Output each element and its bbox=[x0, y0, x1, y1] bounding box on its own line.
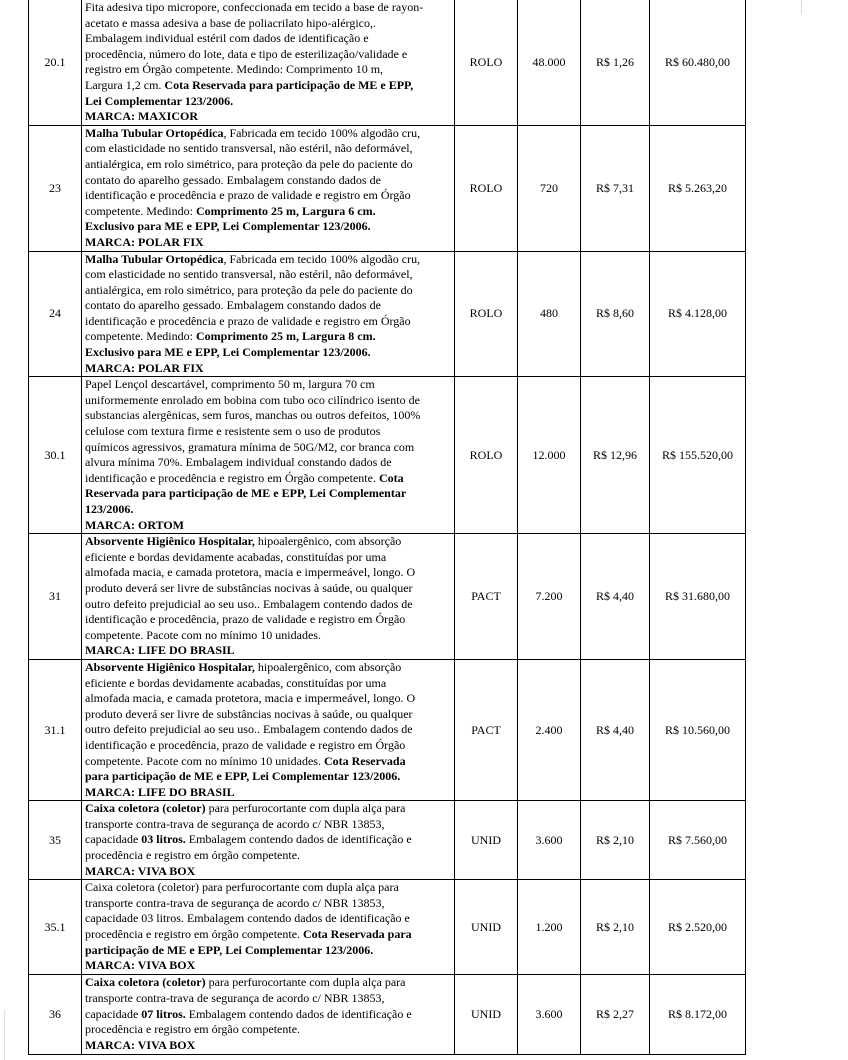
description-line bbox=[85, 424, 451, 440]
description-line bbox=[85, 393, 451, 409]
description-line bbox=[85, 722, 451, 738]
description-line bbox=[85, 283, 451, 299]
table-row bbox=[29, 534, 746, 660]
description-text: alvura mínima 70%. Embalagem individual constando dados de bbox=[85, 455, 392, 470]
description-line bbox=[85, 440, 451, 456]
description-line bbox=[85, 534, 451, 550]
item-total-price: R$ 8.172,00 bbox=[650, 974, 746, 1054]
description-text-bold: para participação de ME e EPP, Lei Complementar 123/2006. bbox=[85, 769, 401, 784]
table-row bbox=[29, 974, 746, 1054]
item-description bbox=[82, 377, 455, 534]
description-line bbox=[85, 801, 451, 817]
item-quantity: 3.600 bbox=[518, 974, 581, 1054]
item-quantity: 7.200 bbox=[518, 534, 581, 660]
item-unit-price: R$ 2,27 bbox=[581, 974, 650, 1054]
description-text: antialérgica, em rolo simétrico, para proteção da pele do paciente do bbox=[85, 282, 413, 297]
description-text: capacidade bbox=[85, 1006, 142, 1021]
description-text: transporte contra-trava de segurança de acordo c/ NBR 13853, bbox=[85, 816, 385, 831]
description-line bbox=[85, 78, 451, 94]
item-description bbox=[82, 880, 455, 975]
description-line bbox=[85, 471, 451, 487]
description-line bbox=[85, 896, 451, 912]
description-text: transporte contra-trava de segurança de acordo c/ NBR 13853, bbox=[85, 990, 385, 1005]
description-text: almofada macia, e camada protetora, macia e impermeável, longo. O bbox=[85, 565, 416, 580]
description-line bbox=[85, 204, 451, 220]
items-table bbox=[28, 0, 746, 1055]
item-unit-price: R$ 1,26 bbox=[581, 0, 650, 125]
description-text-bold: Absorvente Higiênico Hospitalar, bbox=[85, 534, 255, 549]
description-line bbox=[85, 911, 451, 927]
description-line bbox=[85, 991, 451, 1007]
item-description bbox=[82, 534, 455, 660]
item-description bbox=[82, 125, 455, 251]
item-number: 30.1 bbox=[29, 377, 82, 534]
item-quantity: 12.000 bbox=[518, 377, 581, 534]
item-unit: UNID bbox=[455, 801, 518, 880]
description-text-bold: MARCA: VIVA BOX bbox=[85, 1037, 196, 1052]
description-text: transporte contra-trava de segurança de acordo c/ NBR 13853, bbox=[85, 895, 385, 910]
item-number: 36 bbox=[29, 974, 82, 1054]
description-text: identificação e procedência, prazo de validade e registro em Órgão bbox=[85, 612, 406, 627]
item-total-price: R$ 4.128,00 bbox=[650, 251, 746, 377]
description-text-bold: MARCA: ORTOM bbox=[85, 517, 185, 532]
description-line bbox=[85, 612, 451, 628]
item-unit-price: R$ 2,10 bbox=[581, 801, 650, 880]
description-text: capacidade 03 litros. Embalagem contendo dados de identificação e bbox=[85, 911, 410, 926]
description-line bbox=[85, 141, 451, 157]
description-line bbox=[85, 628, 451, 644]
description-text-bold: 07 litros. bbox=[141, 1006, 186, 1021]
description-text: capacidade bbox=[85, 832, 142, 847]
description-text-bold: Cota bbox=[378, 470, 404, 485]
item-unit: PACT bbox=[455, 659, 518, 800]
description-text-bold: Absorvente Higiênico Hospitalar, bbox=[85, 659, 255, 674]
description-text-bold: Cota Reservada para participação de ME e EPP, bbox=[164, 77, 414, 92]
page-edge-mark bbox=[801, 0, 802, 14]
item-number: 35.1 bbox=[29, 880, 82, 975]
table-row bbox=[29, 880, 746, 975]
description-line bbox=[85, 219, 451, 235]
item-total-price: R$ 7.560,00 bbox=[650, 801, 746, 880]
item-total-price: R$ 60.480,00 bbox=[650, 0, 746, 125]
description-text: identificação e procedência e prazo de validade e registro em Órgão bbox=[85, 188, 411, 203]
item-quantity: 2.400 bbox=[518, 659, 581, 800]
description-text: competente. Medindo: bbox=[85, 203, 196, 218]
description-text: outro defeito prejudicial ao seu uso.. Embalagem contendo dados de bbox=[85, 722, 413, 737]
description-text-bold: Reservada para participação de ME e EPP, Lei Complementar bbox=[85, 486, 407, 501]
description-line bbox=[85, 1038, 451, 1054]
item-description bbox=[82, 659, 455, 800]
description-line bbox=[85, 361, 451, 377]
description-text-bold: Exclusivo para ME e EPP, Lei Complementar 123/2006. bbox=[85, 219, 371, 234]
description-text: para perfurocortante com dupla alça para bbox=[205, 975, 406, 990]
description-line bbox=[85, 408, 451, 424]
item-quantity: 480 bbox=[518, 251, 581, 377]
description-text: químicos agressivos, gramatura mínima de 50G/M2, cor branca com bbox=[85, 439, 415, 454]
description-line bbox=[85, 518, 451, 534]
description-line bbox=[85, 769, 451, 785]
description-text: hipoalergênico, com absorção bbox=[254, 659, 402, 674]
description-line bbox=[85, 958, 451, 974]
item-unit: UNID bbox=[455, 880, 518, 975]
description-line bbox=[85, 126, 451, 142]
description-text: procedência e registro em órgão competente. bbox=[85, 927, 304, 942]
description-line bbox=[85, 880, 451, 896]
description-text: Papel Lençol descartável, comprimento 50 m, largura 70 cm bbox=[85, 377, 375, 392]
description-line bbox=[85, 298, 451, 314]
item-unit-price: R$ 4,40 bbox=[581, 659, 650, 800]
item-unit-price: R$ 12,96 bbox=[581, 377, 650, 534]
item-unit-price: R$ 4,40 bbox=[581, 534, 650, 660]
item-number: 20.1 bbox=[29, 0, 82, 125]
description-text: Embalagem individual estéril com dados de identificação e bbox=[85, 31, 369, 46]
item-quantity: 720 bbox=[518, 125, 581, 251]
table-row bbox=[29, 125, 746, 251]
description-text: para perfurocortante com dupla alça para bbox=[205, 801, 406, 816]
item-total-price: R$ 31.680,00 bbox=[650, 534, 746, 660]
item-total-price: R$ 5.263,20 bbox=[650, 125, 746, 251]
description-text: eficiente e bordas devidamente acabadas, constituídas por uma bbox=[85, 549, 387, 564]
item-number: 31.1 bbox=[29, 659, 82, 800]
item-total-price: R$ 155.520,00 bbox=[650, 377, 746, 534]
item-number: 35 bbox=[29, 801, 82, 880]
description-text: registro em Órgão competente. Medindo: Comprimento 10 m, bbox=[85, 62, 384, 77]
description-text: , Fabricada em tecido 100% algodão cru, bbox=[223, 125, 421, 140]
description-line bbox=[85, 581, 451, 597]
description-text: acetato e massa adesiva a base de poliacrilato hipo-alérgico,. bbox=[85, 15, 376, 30]
item-unit: ROLO bbox=[455, 125, 518, 251]
description-line bbox=[85, 660, 451, 676]
description-text: eficiente e bordas devidamente acabadas, constituídas por uma bbox=[85, 675, 387, 690]
description-line bbox=[85, 864, 451, 880]
description-line bbox=[85, 173, 451, 189]
description-line bbox=[85, 314, 451, 330]
description-text: identificação e procedência, prazo de validade e registro em Órgão bbox=[85, 737, 406, 752]
description-text: almofada macia, e camada protetora, macia e impermeável, longo. O bbox=[85, 691, 416, 706]
item-unit: UNID bbox=[455, 974, 518, 1054]
description-line bbox=[85, 377, 451, 393]
description-text-bold: Comprimento 25 m, Largura 8 cm. bbox=[195, 329, 376, 344]
description-line bbox=[85, 565, 451, 581]
item-quantity: 1.200 bbox=[518, 880, 581, 975]
description-text-bold: Caixa coletora (coletor) bbox=[85, 975, 206, 990]
description-text: Embalagem contendo dados de identificação e bbox=[185, 1006, 412, 1021]
description-line bbox=[85, 94, 451, 110]
description-text: competente. Pacote com no mínimo 10 unidades. bbox=[85, 753, 324, 768]
description-text: competente. Pacote com no mínimo 10 unidades. bbox=[85, 627, 321, 642]
description-line bbox=[85, 676, 451, 692]
description-line bbox=[85, 157, 451, 173]
description-text-bold: Caixa coletora (coletor) bbox=[85, 801, 206, 816]
description-text-bold: MARCA: VIVA BOX bbox=[85, 958, 196, 973]
item-description bbox=[82, 801, 455, 880]
item-number: 31 bbox=[29, 534, 82, 660]
description-line bbox=[85, 848, 451, 864]
description-text-bold: Malha Tubular Ortopédica bbox=[85, 125, 224, 140]
description-line bbox=[85, 707, 451, 723]
item-number: 23 bbox=[29, 125, 82, 251]
page-edge-mark bbox=[4, 1010, 5, 1060]
description-text: contato do aparelho gessado. Embalagem constando dados de bbox=[85, 172, 381, 187]
description-line bbox=[85, 943, 451, 959]
description-text-bold: MARCA: POLAR FIX bbox=[85, 360, 204, 375]
description-line bbox=[85, 785, 451, 801]
description-text-bold: MARCA: LIFE DO BRASIL bbox=[85, 643, 235, 658]
description-text: procedência e registro em órgão competente. bbox=[85, 1022, 301, 1037]
description-text-bold: Cota Reservada para bbox=[303, 927, 412, 942]
description-text: outro defeito prejudicial ao seu uso.. Embalagem contendo dados de bbox=[85, 596, 413, 611]
description-line bbox=[85, 109, 451, 125]
description-text: identificação e procedência e prazo de validade e registro em Órgão bbox=[85, 313, 411, 328]
description-text: procedência, número do lote, data e tipo de esterilização/validade e bbox=[85, 46, 408, 61]
description-line bbox=[85, 0, 451, 16]
description-text: identificação e procedência e registro em Órgão competente. bbox=[85, 470, 379, 485]
description-line bbox=[85, 817, 451, 833]
item-unit-price: R$ 2,10 bbox=[581, 880, 650, 975]
description-text: competente. Medindo: bbox=[85, 329, 196, 344]
description-text: Caixa coletora (coletor) para perfurocortante com dupla alça para bbox=[85, 880, 399, 895]
description-text-bold: 03 litros. bbox=[141, 832, 186, 847]
description-line bbox=[85, 188, 451, 204]
description-text-bold: MARCA: POLAR FIX bbox=[85, 234, 204, 249]
description-line bbox=[85, 345, 451, 361]
description-line bbox=[85, 550, 451, 566]
description-text: , Fabricada em tecido 100% algodão cru, bbox=[223, 251, 421, 266]
description-text: antialérgica, em rolo simétrico, para proteção da pele do paciente do bbox=[85, 156, 413, 171]
description-text: contato do aparelho gessado. Embalagem constando dados de bbox=[85, 298, 381, 313]
description-text: Embalagem contendo dados de identificação e bbox=[185, 832, 412, 847]
table-row bbox=[29, 251, 746, 377]
description-text-bold: Malha Tubular Ortopédica bbox=[85, 251, 224, 266]
description-line bbox=[85, 691, 451, 707]
item-unit: ROLO bbox=[455, 0, 518, 125]
description-text: substancias alergênicas, sem furos, manchas ou outros defeitos, 100% bbox=[85, 408, 421, 423]
description-text-bold: Cota Reservada bbox=[323, 753, 406, 768]
description-text: produto deverá ser livre de substâncias nocivas à saúde, ou qualquer bbox=[85, 706, 413, 721]
table-row bbox=[29, 659, 746, 800]
item-unit-price: R$ 7,31 bbox=[581, 125, 650, 251]
item-unit: ROLO bbox=[455, 377, 518, 534]
item-total-price: R$ 10.560,00 bbox=[650, 659, 746, 800]
description-line bbox=[85, 486, 451, 502]
item-quantity: 48.000 bbox=[518, 0, 581, 125]
description-text: Largura 1,2 cm. bbox=[85, 77, 165, 92]
item-quantity: 3.600 bbox=[518, 801, 581, 880]
description-line bbox=[85, 927, 451, 943]
description-text: com elasticidade no sentido transversal, não estéril, não deformável, bbox=[85, 141, 413, 156]
table-row bbox=[29, 801, 746, 880]
description-line bbox=[85, 267, 451, 283]
description-text: hipoalergênico, com absorção bbox=[254, 534, 402, 549]
description-text-bold: Lei Complementar 123/2006. bbox=[85, 93, 234, 108]
description-line bbox=[85, 1007, 451, 1023]
description-text: uniformemente enrolado em bobina com tubo oco cilíndrico isento de bbox=[85, 392, 420, 407]
description-line bbox=[85, 47, 451, 63]
item-description bbox=[82, 251, 455, 377]
description-text-bold: MARCA: VIVA BOX bbox=[85, 863, 196, 878]
description-line bbox=[85, 643, 451, 659]
table-row bbox=[29, 377, 746, 534]
description-text-bold: MARCA: MAXICOR bbox=[85, 109, 198, 124]
item-unit: PACT bbox=[455, 534, 518, 660]
description-line bbox=[85, 754, 451, 770]
description-line bbox=[85, 16, 451, 32]
item-unit-price: R$ 8,60 bbox=[581, 251, 650, 377]
description-text-bold: Comprimento 25 m, Largura 6 cm. bbox=[195, 203, 376, 218]
item-description bbox=[82, 0, 455, 125]
item-unit: ROLO bbox=[455, 251, 518, 377]
description-text-bold: MARCA: LIFE DO BRASIL bbox=[85, 784, 235, 799]
description-text-bold: 123/2006. bbox=[85, 502, 134, 516]
item-number: 24 bbox=[29, 251, 82, 377]
description-text: Fita adesiva tipo micropore, confeccionada em tecido a base de rayon- bbox=[85, 0, 424, 14]
description-text: procedência e registro em órgão competente. bbox=[85, 848, 301, 863]
description-line bbox=[85, 1022, 451, 1038]
description-line bbox=[85, 832, 451, 848]
description-line bbox=[85, 252, 451, 268]
description-text: celulose com textura firme e resistente sem o uso de produtos bbox=[85, 424, 381, 439]
description-line bbox=[85, 62, 451, 78]
description-text-bold: participação de ME e EPP, Lei Complementar 123/2006. bbox=[85, 942, 374, 957]
description-line bbox=[85, 329, 451, 345]
description-line bbox=[85, 31, 451, 47]
description-text: produto deverá ser livre de substâncias nocivas à saúde, ou qualquer bbox=[85, 580, 413, 595]
description-line bbox=[85, 235, 451, 251]
description-text-bold: Exclusivo para ME e EPP, Lei Complementar 123/2006. bbox=[85, 345, 371, 360]
table-row bbox=[29, 0, 746, 125]
description-line bbox=[85, 738, 451, 754]
item-description bbox=[82, 974, 455, 1054]
description-line bbox=[85, 502, 451, 518]
description-line bbox=[85, 597, 451, 613]
item-total-price: R$ 2.520,00 bbox=[650, 880, 746, 975]
description-line bbox=[85, 975, 451, 991]
description-line bbox=[85, 455, 451, 471]
description-text: com elasticidade no sentido transversal, não estéril, não deformável, bbox=[85, 267, 413, 282]
